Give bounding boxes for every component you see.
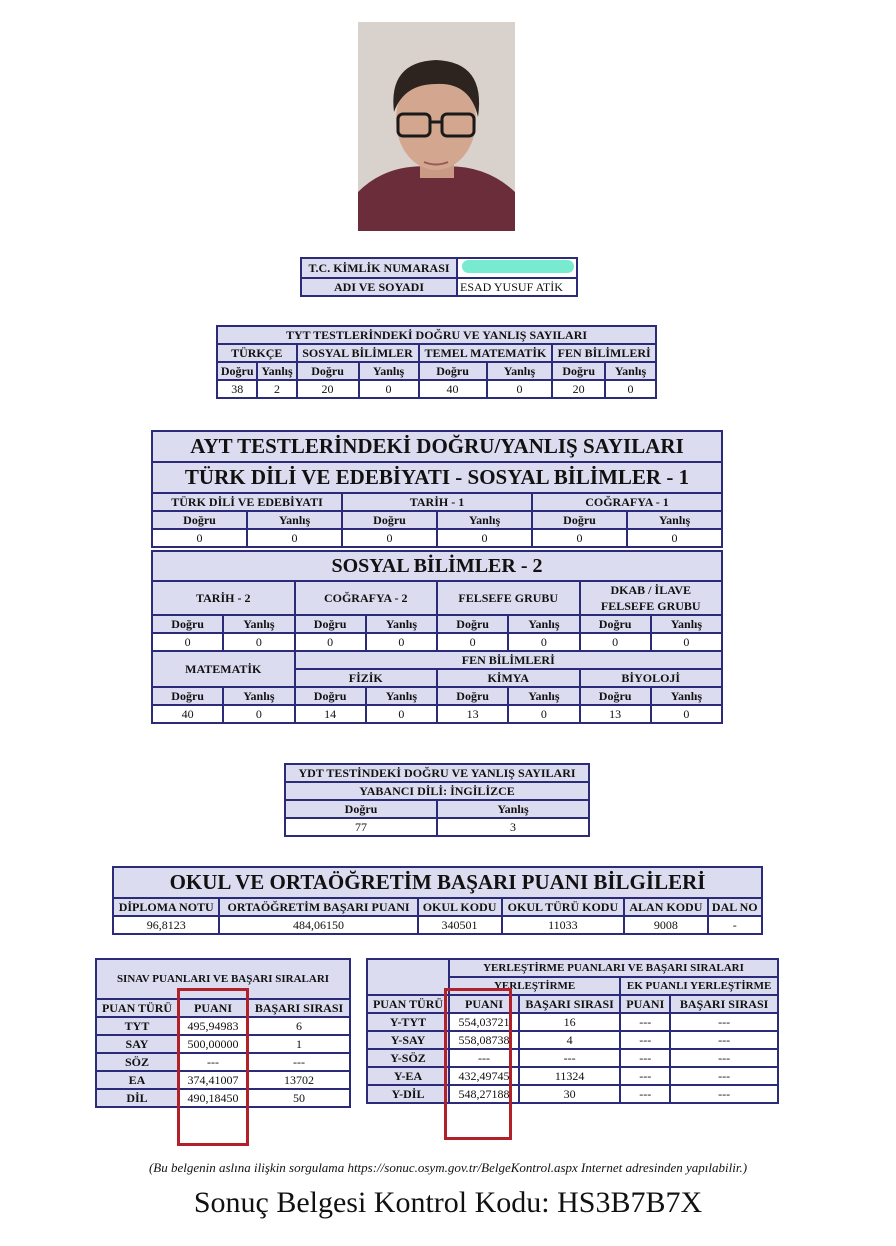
yanlis-header: Yanlış [359,362,419,380]
redaction-mark [462,260,574,273]
school-value: - [708,916,763,934]
fen-subject: KİMYA [437,669,580,687]
yanlis-header: Yanlış [605,362,656,380]
placement-ek-rank: --- [670,1085,778,1103]
dogru-header: Doğru [342,511,437,529]
exam-score: 490,18450 [178,1089,248,1107]
ydt-language: YABANCI DİLİ: İNGİLİZCE [285,782,589,800]
placement-rank: 16 [519,1013,620,1031]
placement-header: PUANI [620,995,670,1013]
yanlis-header: Yanlış [257,362,296,380]
fen-subject: BİYOLOJİ [580,669,723,687]
ydt-title: YDT TESTİNDEKİ DOĞRU VE YANLIŞ SAYILARI [285,764,589,782]
tyt-value: 38 [217,380,257,398]
ayt-value: 0 [508,705,579,723]
tyt-subject: FEN BİLİMLERİ [552,344,656,362]
placement-ek-score: --- [620,1067,670,1085]
placement-score: 432,49745 [449,1067,519,1085]
exam-score: 495,94983 [178,1017,248,1035]
ayt-table-2 [151,550,723,724]
tyt-table [216,325,657,399]
exam-rank: --- [248,1053,350,1071]
control-code: Sonuç Belgesi Kontrol Kodu: HS3B7B7X [193,1186,703,1219]
yanlis-header: Yanlış [247,511,342,529]
fen-subject: FİZİK [295,669,438,687]
ayt-value: 0 [366,633,437,651]
school-value: 484,06150 [219,916,417,934]
yanlis-header: Yanlış [437,511,532,529]
school-title: OKUL VE ORTAÖĞRETİM BAŞARI PUANI BİLGİLERİ [113,867,762,898]
tyt-title: TYT TESTLERİNDEKİ DOĞRU VE YANLIŞ SAYILARI [217,326,656,344]
fen-header: FEN BİLİMLERİ [295,651,723,669]
placement-rank: --- [519,1049,620,1067]
placement-type: Y-TYT [367,1013,449,1031]
tyt-subject: TÜRKÇE [217,344,297,362]
ayt-value: 13 [580,705,651,723]
placement-score: 558,08738 [449,1031,519,1049]
exam-scores-title: SINAV PUANLARI VE BAŞARI SIRALARI [96,959,350,999]
yanlis-header: Yanlış [651,615,722,633]
ayt-value: 0 [437,633,508,651]
exam-header: BAŞARI SIRASI [248,999,350,1017]
highlight-box-exam-scores [177,988,249,1146]
placement-score: --- [449,1049,519,1067]
exam-type: EA [96,1071,178,1089]
dogru-header: Doğru [295,615,366,633]
ayt-subject: COĞRAFYA - 2 [295,581,438,615]
dogru-header: Doğru [217,362,257,380]
placement-ek-rank: --- [670,1013,778,1031]
exam-rank: 50 [248,1089,350,1107]
yanlis-header: Yanlış [508,615,579,633]
tyt-value: 0 [605,380,656,398]
school-value: 11033 [502,916,625,934]
school-value: 9008 [624,916,707,934]
ayt-subject: COĞRAFYA - 1 [532,493,722,511]
ayt-section1-title: TÜRK DİLİ VE EDEBİYATI - SOSYAL BİLİMLER - 1 [152,462,722,493]
school-header: ORTAÖĞRETİM BAŞARI PUANI [219,898,417,916]
dogru-header: Doğru [152,511,247,529]
school-header: DAL NO [708,898,763,916]
school-header: DİPLOMA NOTU [113,898,219,916]
verification-note: (Bu belgenin aslına ilişkin sorgulama https://sonuc.osym.gov.tr/BelgeKontrol.aspx Internet adresinden yapılabilir.) [148,1160,748,1175]
ayt-value: 0 [342,529,437,547]
dogru-header: Doğru [285,800,437,818]
ayt-section2-title: SOSYAL BİLİMLER - 2 [152,551,722,581]
ayt-value: 0 [223,633,294,651]
placement-ek-rank: --- [670,1031,778,1049]
student-photo [358,22,515,231]
tyt-value: 0 [359,380,419,398]
ydt-value: 3 [437,818,589,836]
placement-ek-score: --- [620,1013,670,1031]
exam-type: SAY [96,1035,178,1053]
ayt-value: 14 [295,705,366,723]
placement-header: PUAN TÜRÜ [367,995,449,1013]
tyt-value: 0 [487,380,553,398]
dogru-header: Doğru [419,362,487,380]
placement-header: BAŞARI SIRASI [519,995,620,1013]
placement-ek-score: --- [620,1049,670,1067]
placement-sub2: EK PUANLI YERLEŞTİRME [620,977,778,995]
matematik-header: MATEMATİK [152,651,295,687]
ayt-subject-dkab [580,581,723,615]
dogru-header: Doğru [532,511,627,529]
tyt-subject: SOSYAL BİLİMLER [297,344,419,362]
exam-rank: 6 [248,1017,350,1035]
exam-header: PUANI [178,999,248,1017]
ayt-value: 0 [152,633,223,651]
yanlis-header: Yanlış [487,362,553,380]
placement-ek-rank: --- [670,1067,778,1085]
tyt-value: 40 [419,380,487,398]
ayt-value: 0 [651,705,722,723]
placement-header: PUANI [449,995,519,1013]
yanlis-header: Yanlış [627,511,722,529]
exam-rank: 13702 [248,1071,350,1089]
school-header: ALAN KODU [624,898,707,916]
ayt-value: 0 [627,529,722,547]
placement-rank: 11324 [519,1067,620,1085]
tyt-subject: TEMEL MATEMATİK [419,344,553,362]
dogru-header: Doğru [295,687,366,705]
highlight-box-placement-scores [444,988,512,1140]
dogru-header: Doğru [297,362,359,380]
ayt-title: AYT TESTLERİNDEKİ DOĞRU/YANLIŞ SAYILARI [152,431,722,462]
exam-type: TYT [96,1017,178,1035]
name-value: ESAD YUSUF ATİK [457,278,577,296]
dogru-header: Doğru [152,615,223,633]
placement-type: Y-DİL [367,1085,449,1103]
placement-ek-rank: --- [670,1049,778,1067]
placement-score: 548,27188 [449,1085,519,1103]
dkab-line1: DKAB / İLAVE [610,583,691,597]
school-header: OKUL KODU [418,898,502,916]
yanlis-header: Yanlış [437,800,589,818]
tc-label: T.C. KİMLİK NUMARASI [301,258,457,278]
placement-sub1: YERLEŞTİRME [449,977,620,995]
name-label: ADI VE SOYADI [301,278,457,296]
ayt-value: 0 [437,529,532,547]
yanlis-header: Yanlış [366,615,437,633]
placement-score: 554,03721 [449,1013,519,1031]
ayt-subject: TÜRK DİLİ VE EDEBİYATI [152,493,342,511]
ayt-value: 40 [152,705,223,723]
ydt-table [284,763,590,837]
ayt-subject: TARİH - 1 [342,493,532,511]
placement-type: Y-SAY [367,1031,449,1049]
exam-type: DİL [96,1089,178,1107]
dogru-header: Doğru [580,615,651,633]
placement-type: Y-EA [367,1067,449,1085]
exam-header: PUAN TÜRÜ [96,999,178,1017]
school-value: 96,8123 [113,916,219,934]
ayt-value: 0 [532,529,627,547]
yanlis-header: Yanlış [223,687,294,705]
tyt-value: 2 [257,380,296,398]
placement-ek-score: --- [620,1031,670,1049]
dogru-header: Doğru [152,687,223,705]
dogru-header: Doğru [552,362,605,380]
dogru-header: Doğru [437,687,508,705]
ayt-value: 0 [651,633,722,651]
dogru-header: Doğru [580,687,651,705]
placement-table [366,958,779,1104]
placement-header: BAŞARI SIRASI [670,995,778,1013]
ayt-value: 13 [437,705,508,723]
ayt-value: 0 [247,529,342,547]
placement-rank: 30 [519,1085,620,1103]
placement-title: YERLEŞTİRME PUANLARI VE BAŞARI SIRALARI [449,959,778,977]
ayt-subject: TARİH - 2 [152,581,295,615]
yanlis-header: Yanlış [223,615,294,633]
exam-score: 374,41007 [178,1071,248,1089]
placement-ek-score: --- [620,1085,670,1103]
yanlis-header: Yanlış [366,687,437,705]
portrait-image [358,22,515,231]
placement-rank: 4 [519,1031,620,1049]
yanlis-header: Yanlış [651,687,722,705]
tyt-value: 20 [297,380,359,398]
exam-score: --- [178,1053,248,1071]
ayt-value: 0 [580,633,651,651]
yanlis-header: Yanlış [508,687,579,705]
placement-type: Y-SÖZ [367,1049,449,1067]
ayt-table-1 [151,430,723,548]
school-table [112,866,763,935]
ayt-value: 0 [295,633,366,651]
ayt-value: 0 [508,633,579,651]
ayt-value: 0 [152,529,247,547]
school-value: 340501 [418,916,502,934]
exam-type: SÖZ [96,1053,178,1071]
placement-blank [367,959,449,995]
ayt-value: 0 [223,705,294,723]
ydt-value: 77 [285,818,437,836]
ayt-subject: FELSEFE GRUBU [437,581,580,615]
school-header: OKUL TÜRÜ KODU [502,898,625,916]
dogru-header: Doğru [437,615,508,633]
ayt-value: 0 [366,705,437,723]
exam-score: 500,00000 [178,1035,248,1053]
tyt-value: 20 [552,380,605,398]
exam-rank: 1 [248,1035,350,1053]
dkab-line2: FELSEFE GRUBU [600,599,701,613]
